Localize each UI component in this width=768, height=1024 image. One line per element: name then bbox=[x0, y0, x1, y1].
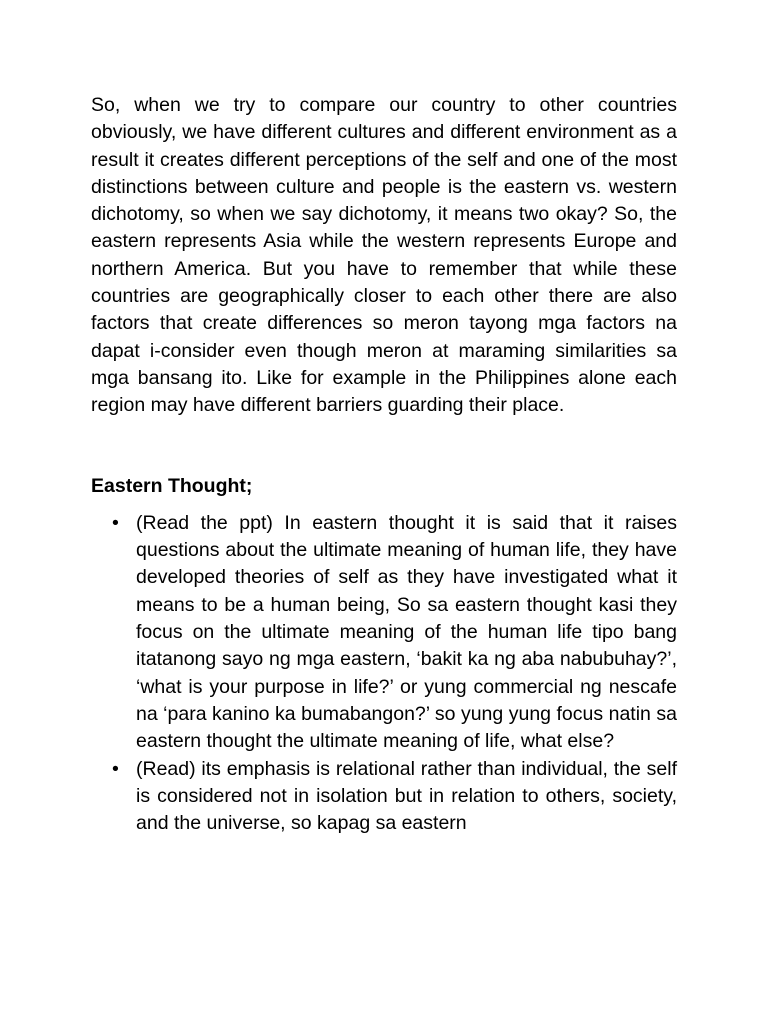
list-item-text: (Read the ppt) In eastern thought it is said that it raises questions about the ultimate meaning of human life, they have developed theories of self as they have investigated what it means to be a human being, So sa eastern thought kasi they focus on the ultimate meaning of the human life tipo bang itatanong sayo ng mga eastern, ‘bakit ka ng aba nabubuhay?’, ‘what is your purpose in life?’ or yung commercial ng nescafe na ‘para kanino ka bumabangon?’ so yung yung focus natin sa eastern thought the ultimate meaning of life, what else? bbox=[136, 511, 677, 753]
list-item-text: (Read) its emphasis is relational rather than individual, the self is considered not in isolation but in relation to others, society, and the universe, so kapag sa eastern bbox=[136, 757, 677, 835]
section-heading: Eastern Thought; bbox=[91, 474, 253, 497]
intro-paragraph: So, when we try to compare our country to other countries obviously, we have different cultures and different environment as a result it creates different perceptions of the self and one of the most distinctions between culture and people is the eastern vs. western dichotomy, so when we say dichotomy, it means two okay? So, the eastern represents Asia while the western represents Europe and northern America. But you have to remember that while these countries are geographically closer to each other there are also factors that create differences so meron tayong mga factors na dapat i-consider even though meron at maraming similarities sa mga bansang ito. Like for example in the Philippines alone each region may have different barriers guarding their place. bbox=[91, 94, 677, 417]
document-page bbox=[91, 92, 677, 837]
bullet-list bbox=[91, 510, 677, 838]
list-item bbox=[91, 510, 677, 756]
bullet-icon: • bbox=[112, 511, 119, 534]
list-item bbox=[91, 756, 677, 838]
bullet-icon: • bbox=[112, 757, 119, 780]
